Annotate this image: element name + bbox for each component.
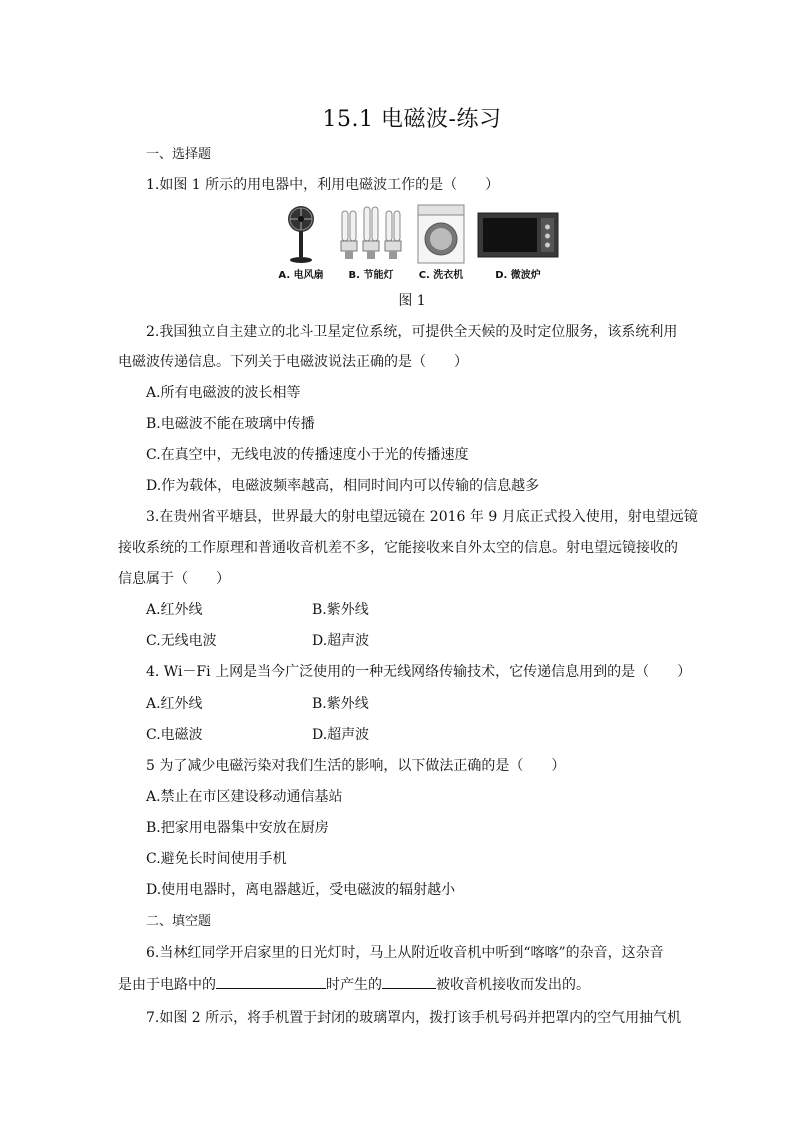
question-6-text-part-3: 被收音机接收而发出的。 [436,977,590,993]
question-6-line-1: 6.当林红同学开启家里的日光灯时，马上从附近收音机中听到“喀喀”的杂音，这杂音 [146,945,664,961]
question-4-options-row-1 [146,694,369,714]
question-5-option-b: B.把家用电器集中安放在厨房 [146,820,329,836]
question-5-line-1: 5 为了减少电磁污染对我们生活的影响，以下做法正确的是（ ） [146,758,566,774]
question-1-text: 1.如图 1 所示的用电器中，利用电磁波工作的是（ ） [146,177,500,193]
page-title: 15.1 电磁波-练习 [322,107,502,132]
figure-1-appliances [268,203,560,281]
washing-machine-icon [408,203,474,267]
question-3-options-row-1 [146,600,369,620]
question-3-line-2: 接收系统的工作原理和普通收音机差不多，它能接收来自外太空的信息。射电望远镜接收的 [118,540,678,556]
question-6-blank-1[interactable] [216,974,326,989]
figure-1-caption: 图 1 [398,293,426,309]
question-4-option-c: C.电磁波 [146,727,203,743]
question-2-option-c: C.在真空中，无线电波的传播速度小于光的传播速度 [146,447,469,463]
question-3-option-d: D.超声波 [312,633,370,649]
question-6-text-part-1: 是由于电路中的 [118,977,216,993]
appliance-microwave [476,203,560,281]
question-4-options-row-2 [146,725,370,745]
electric-fan-icon [268,203,334,267]
question-4-line-1: 4. Wi－Fi 上网是当今广泛使用的一种无线网络传输技术，它传递信息用到的是（ ） [146,664,692,680]
appliance-bulbs [336,203,406,281]
question-7-line-1: 7.如图 2 所示，将手机置于封闭的玻璃罩内，拨打该手机号码并把罩内的空气用抽气机 [146,1010,682,1026]
question-2-option-a: A.所有电磁波的波长相等 [146,385,301,401]
question-3-option-c: C.无线电波 [146,633,217,649]
question-5-option-a: A.禁止在市区建设移动通信基站 [146,789,343,805]
microwave-oven-icon [476,203,560,267]
question-5-option-d: D.使用电器时，离电器越近，受电磁波的辐射越小 [146,882,456,898]
question-6-blank-2[interactable] [382,974,436,989]
question-3-option-a: A.红外线 [146,602,203,618]
section-heading-fill-blank: 二、填空题 [146,914,212,929]
question-2-option-d: D.作为载体，电磁波频率越高，相同时间内可以传输的信息越多 [146,478,540,494]
question-3-line-1: 3.在贵州省平塘县，世界最大的射电望远镜在 2016 年 9 月底正式投入使用，射电望远镜 [146,509,698,525]
question-4-option-d: D.超声波 [312,727,370,743]
option-d-label: D. 微波炉 [495,270,541,281]
question-3-options-row-2 [146,631,370,651]
question-4-option-b: B.紫外线 [312,696,369,712]
question-2-line-2: 电磁波传递信息。下列关于电磁波说法正确的是（ ） [118,354,468,370]
question-3-line-3: 信息属于（ ） [118,571,230,587]
option-a-label: A. 电风扇 [278,270,324,281]
appliance-fan [268,203,334,281]
section-heading-choice: 一、选择题 [146,147,212,162]
option-b-label: B. 节能灯 [348,270,394,281]
question-6-text-part-2: 时产生的 [326,977,382,993]
option-c-label: C. 洗衣机 [418,270,464,281]
appliance-washer [408,203,474,281]
question-2-option-b: B.电磁波不能在玻璃中传播 [146,416,315,432]
question-4-option-a: A.红外线 [146,696,203,712]
question-3-option-b: B.紫外线 [312,602,369,618]
question-6-line-2 [118,974,590,995]
question-2-line-1: 2.我国独立自主建立的北斗卫星定位系统，可提供全天候的及时定位服务，该系统利用 [146,324,678,340]
question-5-option-c: C.避免长时间使用手机 [146,851,287,867]
energy-saving-lamp-icon [336,203,406,267]
